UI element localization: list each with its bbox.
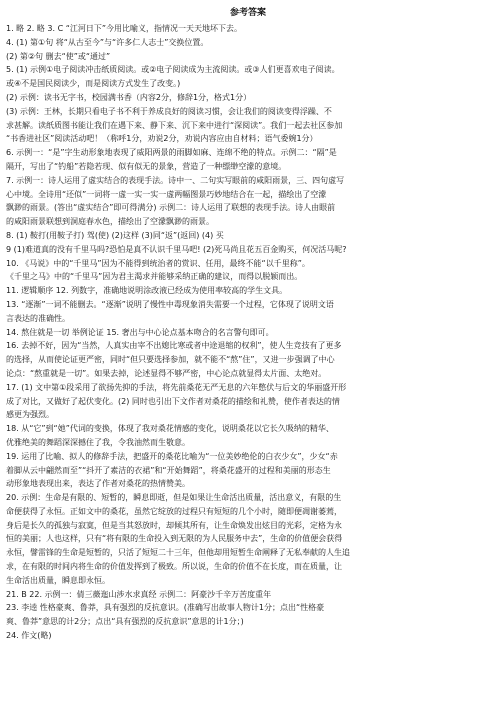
answer-line: 1. 略 2. 略 3. C “江河日下”今用比喻义，指情况一天天地坏下去。 (6, 24, 243, 33)
answer-line: 9 (1)难道真的没有千里马吗?恐怕是真不认识千里马吧! (2)死马尚且花五百金购买，何况活马呢? (6, 244, 347, 254)
answer-line: 永恒，譬雷锋的生命是短暂的，只活了短短二十三年，但他却用短暂生命阐释了无私奉献的人生追 (6, 548, 350, 558)
answer-line: 或④不是国民阅读少，而是阅读方式发生了改变。) (6, 79, 181, 89)
answer-line: 7. 示例一：诗人运用了虚实结合的表现手法。诗中一、二句实写眼前的咸阳雨景，三、四句虚写 (6, 175, 345, 185)
answer-line: 13. “逐渐”一词不能删去。“逐渐”说明了慢性中毒现象消失需要一个过程，它体现了说明文语 (6, 299, 334, 309)
answer-line: 20. 示例：生命是有限的、短暂的，瞬息即逝，但是如果让生命活出质量，活出意义，有限的生 (6, 493, 342, 503)
answer-line: 6. 示例一：“是”字生动形象地表现了威阳两景的雨脚如麻、连绵不绝的特点。示例二：“隔”是 (6, 148, 337, 158)
answer-line: 爽、鲁莽”意思的计2分；点出“具有强烈的反抗意识”意思的计1分；) (6, 617, 244, 627)
answer-line: 言表达的准确性。 (6, 313, 70, 323)
answer-line: 17. (1) 文中第①段采用了欲扬先抑的手法，将先前桑花无严无息的六年憋伏与后文的华丽盛开形 (6, 382, 347, 392)
answer-line: 成了对比，又做好了起伏变化。(2) 同时也引出下文作者对桑花的描绘和礼赞，使作者表达的情 (6, 396, 340, 406)
answer-line: 着脚从云中翩然而至”“抖开了素洁的衣裙”和“开始舞蹈”，将桑花盛开的过程和美丽的形态生 (6, 465, 331, 475)
answer-line: 隔开，写出了“钓船”若隐若现、似有似无的景象，营造了一种缥缈空濛的意境。 (6, 161, 287, 171)
answer-line: 优雅绝美的舞蹈深深撼住了我，令我油然而生敬意。 (6, 437, 190, 447)
answer-line: 21. B 22. 示例一：倩三薇迤山涉水求真经 示例二：阿豪沙千辛万苦度重年 (6, 589, 272, 599)
answer-line: 恒的美丽；人也这样，只有“将有限的生命投入到无限的为人民服务中去”，生命的价值便会获得 (6, 534, 343, 544)
answer-line: 23. 李逵 性格豪爽、鲁莽，具有强烈的反抗意识。(准确写出故事人物计1分；点出“性格豪 (6, 603, 325, 613)
answer-line: 飘渺的雨景。(答出“虚实结合”即可得满分) 示例二：诗人运用了联想的表现手法。诗人由眼前 (6, 203, 336, 213)
answer-line: (3) 示例：王林，长期只看电子书不利于养成良好的阅读习惯，会让我们的阅读变得浮躁、不 (6, 106, 332, 116)
answer-line: 4. (1) 第①句 将“从古至今”与“许多仁人志士”交换位置。 (6, 37, 209, 47)
answer-line: 动形象地表现出来，表达了作者对桑花的热情赞美。 (6, 479, 190, 489)
answer-line: 求，在有限的时间内将生命的价值发挥到了极致。所以说，生命的价值不在长度，而在质量，让 (6, 562, 342, 572)
answer-body (6, 22, 490, 643)
answer-line: 16. 去掉不好，因为“当然，人真实由宰不出媳比寒或者中途退缩的权利”，使人生竞技有了更多 (6, 341, 342, 351)
answer-line: 心中境。全诗用“还似”一词将一虚一实一实一虚两幅图景巧妙地结合在一起，描绘出了空濛 (6, 189, 327, 199)
answer-line: (2) 第②句 删去“使”或“通过” (6, 51, 111, 61)
answer-line: 感更为强烈。 (6, 410, 54, 420)
answer-line: 的咸阳雨景联想到洞庭春水色，描绘出了空濛飘渺的雨景。 (6, 217, 214, 227)
answer-line: 19. 运用了比喻、拟人的修辞手法，把盛开的桑花比喻为“一位美妙绝伦的白衣少女”，少女“赤 (6, 451, 338, 461)
answer-line: 24. 作文(略) (6, 631, 52, 641)
answer-line: 18. 从“它”到“她”代词的变换，体现了我对桑花情感的变化，说明桑花以它长久吸纳的精华、 (6, 424, 334, 434)
answer-line: 8. (1) 鞍打(用鞍子打) 驾(使) (2)这样 (3)同“返”(返回) (4) 买 (6, 230, 224, 240)
answer-line: 14. 熬住就是一切 举例论证 15. 奢出与中心论点基本吻合的名言警句即可。 (6, 327, 274, 337)
answer-line: 10. 《马说》中的“千里马”因为不能得到统治者的赏识、任用，最终不能“以千里称”。 (6, 258, 310, 268)
answer-line: 命便获得了永恒。正如文中的桑花，虽然它绽放的过程只有短短的几个小时，随即便凋谢萎蔫， (6, 506, 342, 516)
answer-line: (2) 示例：读书无字书，校园满书香（内容2分，修辞1分，格式1分） (6, 92, 252, 102)
answer-line: 身后是长久的孤独与寂寞，但是当其怒放时，却倾其所有，让生命焕发出炫目的光彩，定格为永 (6, 520, 342, 530)
answer-line: 的选择，从而使论证更严密，同时“但只要选择参加，就不能不“熬”住”，又进一步强调了中心 (6, 355, 335, 365)
answer-line: 生命活出质量，瞬息即永恒。 (6, 575, 110, 585)
answer-line: 求甚解。读纸质图书能让我们在遇下来、静下来、沉下来中进行“深阅读”。我们一起去社区参加 (6, 120, 343, 130)
answer-line: 《千里之马》中的“千里马”因为君主渴求并能够采纳正确的建议，而得以脱颖而出。 (6, 272, 303, 282)
answer-line: 11. 逻辑顺序 12. 列数字，准确地说明涂改液已经成为使用率较高的学生文具。 (6, 286, 288, 296)
answer-line: 论点：“熬重就是一切”。如果去掉，论述显得不够严密，中心论点就显得太片面、太绝对。 (6, 368, 327, 378)
page-title: 参考答案 (229, 8, 266, 18)
answer-line: 5. (1) 示例①电子阅读冲击纸质阅读。或②电子阅读成为主流阅读。或③人们更喜欢电子阅读。 (6, 65, 340, 75)
answer-line: “书香进社区”阅读活动吧！（称呼1分，劝说2分，劝说内容应由自材料；语气委婉1分） (6, 134, 318, 144)
